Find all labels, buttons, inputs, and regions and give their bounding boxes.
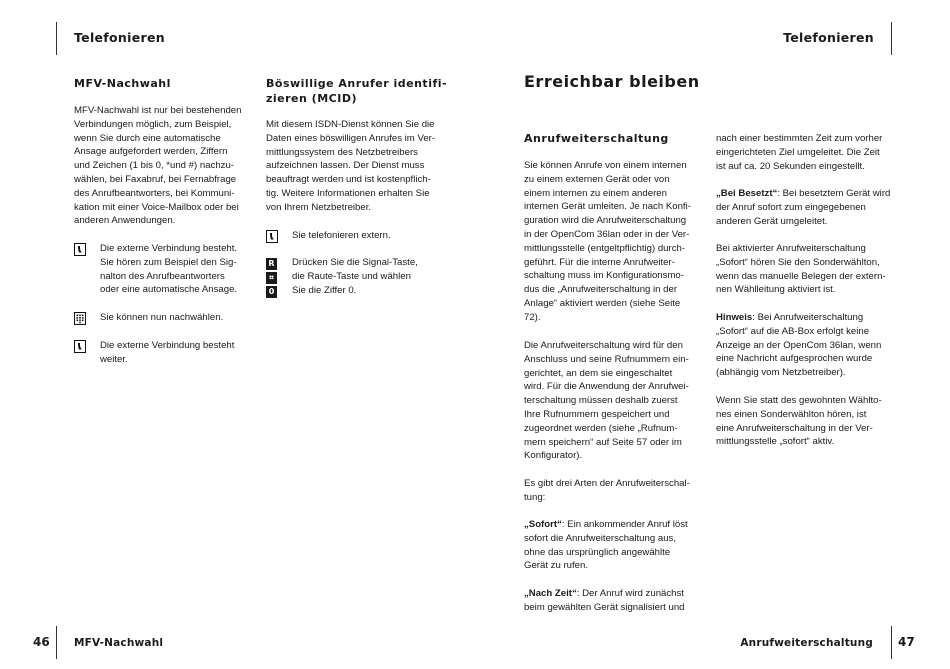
right-page-number: 47	[898, 635, 915, 649]
mfv-intro: MFV-Nachwahl ist nur bei bestehenden Verbindungen möglich, zum Beispiel, wenn Sie durch eine automatische Ansage aufgefordert werden, Ziffern und Zeichen (1 bis 0, *und #) nachzu- wählen, bei Faxabruf, bei Fernabfrage des Anrufbeantworters, bei Kommuni- kation mit einer Voice-Mailbox oder bei anderen Anwendungen.	[74, 105, 242, 227]
awf-bei-besetzt	[716, 187, 891, 228]
awf-hinweis	[716, 311, 891, 380]
mcid-step2-text: Drücken Sie die Signal-Taste, die Raute-Taste und wählen Sie die Ziffer 0.	[292, 257, 418, 296]
left-footer-section: MFV-Nachwahl	[74, 637, 164, 649]
right-footer-section: Anrufweiterschaltung	[740, 637, 873, 649]
mcid-intro: Mit diesem ISDN-Dienst können Sie die Daten eines böswilligen Anrufes im Ver- mittlungssystem des Netzbetreibers aufzeichnen lassen. Der Dienst muss beauftragt werden und ist kostenpflich- tig. Weitere Informationen erhalten Sie von Ihrem Netzbetreiber.	[266, 119, 436, 213]
awf-paragraph-2: Die Anrufweiterschaltung wird für den Anschluss und seine Rufnummern ein- gerichtet, an dem sie eingeschaltet wird. Für die Anwendung der Anrufwei- terschaltung müssen deshalb zuerst Ihre Rufnummern gespeichert und zugeordnet werden (siehe „Rufnum- mern speichern“ auf Seite 57 oder im Konfigurator).	[524, 340, 689, 462]
mfv-step3-text: Die externe Verbindung besteht weiter.	[100, 340, 235, 365]
awf-nach-zeit	[524, 587, 699, 615]
hinweis-label: Hinweis	[716, 312, 753, 323]
anrufweiterschaltung-heading: Anrufweiterschaltung	[524, 132, 669, 145]
zero-key-icon: 0	[266, 286, 277, 298]
keypad-icon	[74, 312, 86, 325]
sofort-label: „Sofort“	[524, 519, 562, 530]
handset-icon	[74, 340, 86, 353]
mcid-step1-text: Sie telefonieren extern.	[292, 230, 391, 241]
mfv-heading: MFV-Nachwahl	[74, 77, 171, 90]
awf-paragraph-1: Sie können Anrufe von einem internen zu einem externen Gerät oder von einem internen zu einem anderen internen Gerät umleiten. Je nach Konfi- guration wird die Anrufweiterschaltung in der OpenCom 36lan oder in der Ver- mittlungsstelle (entgeltpflichtig) durch- geführt. Für die interne Anrufweiter- schaltung muss im Konfigurationsmo- dus die „Anrufweiterschaltung in der Anlage“ aktiviert werden (siehe Seite 72).	[524, 160, 691, 323]
bei-besetzt-label: „Bei Besetzt“	[716, 188, 778, 199]
left-header-rule	[56, 22, 57, 55]
awf-col2-paragraph-3: Bei aktivierter Anrufweiterschaltung „Sofort“ hören Sie den Sonderwählton, wenn das manuelle Belegen der extern- nen Wählleitung aktiviert ist.	[716, 243, 886, 296]
nach-zeit-label: „Nach Zeit“	[524, 588, 577, 599]
right-footer-rule	[891, 626, 892, 659]
sofort-text: : Ein ankommender Anruf löst sofort die Anrufweiterschaltung aus, ohne das ursprünglich angewählte Gerät zu rufen.	[524, 519, 688, 572]
signal-key-icon: R	[266, 258, 277, 270]
page-title: Erreichbar bleiben	[524, 72, 700, 91]
mcid-heading-line2: zieren (MCID)	[266, 92, 357, 105]
left-running-header: Telefonieren	[74, 30, 165, 45]
awf-sofort	[524, 518, 699, 573]
awf-paragraph-3: Es gibt drei Arten der Anrufweiterschal- tung:	[524, 478, 690, 503]
awf-col2-paragraph-1: nach einer bestimmten Zeit zum vorher eingerichteten Ziel umgeleitet. Die Zeit ist auf ca. 20 Sekunden eingestellt.	[716, 133, 883, 172]
hinweis-text: : Bei Anrufweiterschaltung „Sofort“ auf die AB-Box erfolgt keine Anzeige an der OpenCom 36lan, wenn eine Nachricht aufgesprochen wurde (abhängig vom Netzbetreiber).	[716, 312, 882, 379]
nach-zeit-text: : Der Anruf wird zunächst beim gewählten Gerät signalisiert und	[524, 588, 685, 613]
mfv-step2-text: Sie können nun nachwählen.	[100, 312, 224, 323]
left-page-number: 46	[33, 635, 50, 649]
left-footer-rule	[56, 626, 57, 659]
handset-icon	[266, 230, 278, 243]
awf-col2-paragraph-5: Wenn Sie statt des gewohnten Wählto- nes einen Sonderwählton hören, ist eine Anrufweiterschaltung in der Ver- mittlungsstelle „sofort“ aktiv.	[716, 395, 882, 448]
handset-icon	[74, 243, 86, 256]
mfv-step1-text: Die externe Verbindung besteht. Sie hören zum Beispiel den Sig- nalton des Anrufbeantworters oder eine automatische Ansage.	[100, 243, 238, 296]
hash-key-icon: ⌗	[266, 272, 277, 284]
bei-besetzt-text: : Bei besetztem Gerät wird der Anruf sofort zum eingegebenen anderen Gerät umgeleitet.	[716, 188, 891, 227]
right-running-header: Telefonieren	[783, 30, 874, 45]
right-header-rule	[891, 22, 892, 55]
mcid-heading-line1: Böswillige Anrufer identifi-	[266, 77, 448, 90]
